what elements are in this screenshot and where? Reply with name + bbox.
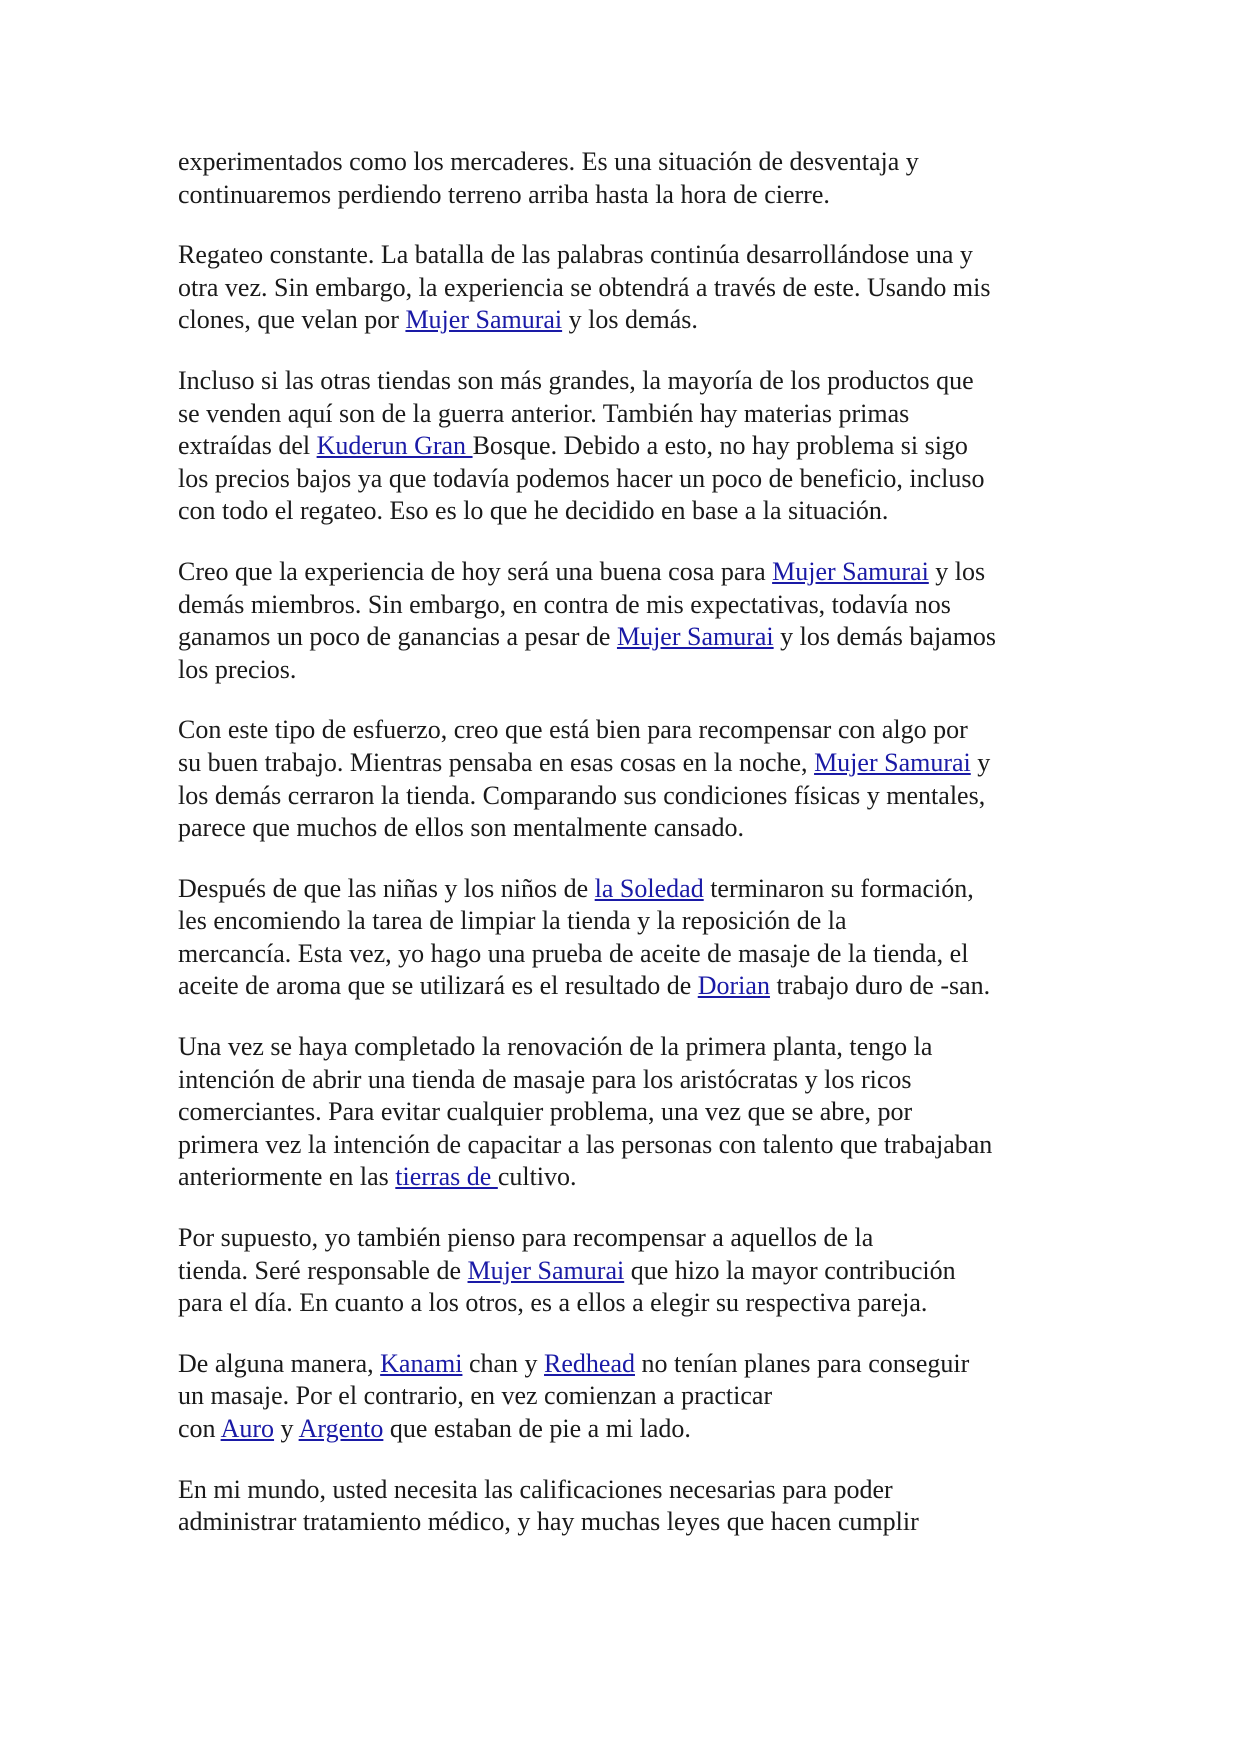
- text-run: Bosque. Debido a esto, no hay problema si sigo: [472, 431, 968, 461]
- text-line: [178, 463, 1078, 496]
- text-line: [178, 1255, 1078, 1288]
- text-run: mercancía. Esta vez, yo hago una prueba de aceite de masaje de la tienda, el: [178, 938, 969, 968]
- text-run: los precios bajos ya que todavía podemos hacer un poco de beneficio, incluso: [178, 463, 985, 493]
- text-run: Una vez se haya completado la renovación de la primera planta, tengo la: [178, 1032, 933, 1062]
- text-run: con todo el regateo. Eso es lo que he decidido en base a la situación.: [178, 496, 889, 526]
- text-line: [178, 905, 1078, 938]
- link-tierras-de[interactable]: tierras de: [395, 1162, 498, 1192]
- text-run: les encomiendo la tarea de limpiar la tienda y la reposición de la: [178, 906, 847, 936]
- text-run: anteriormente en las: [178, 1162, 396, 1192]
- text-run: terminaron su formación,: [703, 873, 974, 903]
- text-line: [178, 747, 1078, 780]
- link-redhead[interactable]: Redhead: [544, 1348, 635, 1378]
- text-line: [178, 430, 1078, 463]
- text-run: ganamos un poco de ganancias a pesar de: [178, 622, 617, 652]
- text-run: se venden aquí son de la guerra anterior. También hay materias primas: [178, 398, 910, 428]
- link-auro[interactable]: Auro: [220, 1414, 275, 1443]
- paragraph: [178, 146, 1078, 211]
- text-line: [178, 714, 1078, 747]
- text-run: parece que muchos de ellos son mentalmente cansado.: [178, 813, 745, 843]
- text-line: [178, 1506, 1078, 1539]
- text-run: aceite de aroma que se utilizará es el resultado de: [178, 971, 698, 1001]
- text-line: [178, 970, 1078, 1003]
- text-run: continuaremos perdiendo terreno arriba hasta la hora de cierre.: [178, 179, 830, 209]
- link-argento[interactable]: Argento: [298, 1414, 384, 1443]
- text-line: [178, 1348, 1078, 1381]
- text-run: y los demás bajamos: [773, 622, 997, 652]
- text-line: [178, 654, 1078, 687]
- text-line: [178, 556, 1078, 589]
- text-line: [178, 495, 1078, 528]
- text-line: [178, 1129, 1078, 1162]
- text-line: [178, 146, 1078, 179]
- text-run: no tenían planes para conseguir: [635, 1348, 970, 1378]
- text-line: [178, 1474, 1078, 1507]
- paragraph: [178, 1222, 1078, 1320]
- text-run: administrar tratamiento médico, y hay muchas leyes que hacen cumplir: [178, 1507, 919, 1537]
- paragraph: [178, 873, 1078, 1003]
- text-run: un masaje. Por el contrario, en vez comienzan a practicar: [178, 1381, 773, 1411]
- text-run: Incluso si las otras tiendas son más grandes, la mayoría de los productos que: [178, 365, 974, 395]
- text-run: Por supuesto, yo también pienso para recompensar a aquellos de la: [178, 1223, 874, 1253]
- text-run: los precios.: [178, 654, 297, 684]
- text-line: [178, 1222, 1078, 1255]
- link-kuderun-gran[interactable]: Kuderun Gran: [316, 431, 473, 461]
- text-line: [178, 179, 1078, 212]
- link-dorian[interactable]: Dorian: [697, 971, 770, 1001]
- text-run: Con este tipo de esfuerzo, creo que está bien para recompensar con algo por: [178, 715, 968, 745]
- text-run: los demás cerraron la tienda. Comparando sus condiciones físicas y mentales,: [178, 780, 986, 810]
- text-line: [178, 1031, 1078, 1064]
- document-body: [178, 146, 1078, 1567]
- link-la-soledad[interactable]: la Soledad: [594, 873, 704, 903]
- text-run: con: [178, 1414, 221, 1443]
- text-run: y: [970, 747, 991, 777]
- text-line: [178, 304, 1078, 337]
- paragraph: [178, 1474, 1078, 1539]
- text-line: [178, 398, 1078, 431]
- text-run: experimentados como los mercaderes. Es una situación de desventaja y: [178, 147, 919, 176]
- text-line: [178, 780, 1078, 813]
- text-run: chan y: [462, 1348, 545, 1378]
- text-run: que hizo la mayor contribución: [624, 1255, 956, 1285]
- text-line: [178, 239, 1078, 272]
- text-line: [178, 365, 1078, 398]
- paragraph: [178, 239, 1078, 337]
- text-line: [178, 1413, 1078, 1446]
- paragraph: [178, 714, 1078, 844]
- link-mujer-samurai[interactable]: Mujer Samurai: [772, 556, 929, 586]
- text-run: Regateo constante. La batalla de las palabras continúa desarrollándose una y: [178, 240, 973, 270]
- text-run: cultivo.: [497, 1162, 577, 1192]
- link-mujer-samurai[interactable]: Mujer Samurai: [467, 1255, 625, 1285]
- text-run: primera vez la intención de capacitar a las personas con talento que trabajaban: [178, 1129, 993, 1159]
- text-run: De alguna manera,: [178, 1348, 381, 1378]
- paragraph: [178, 1348, 1078, 1446]
- link-mujer-samurai[interactable]: Mujer Samurai: [405, 305, 563, 335]
- text-run: clones, que velan por: [178, 305, 406, 335]
- text-line: [178, 1161, 1078, 1194]
- paragraph: [178, 1031, 1078, 1194]
- text-line: [178, 589, 1078, 622]
- paragraph: [178, 365, 1078, 528]
- text-line: [178, 272, 1078, 305]
- text-run: y: [274, 1414, 299, 1443]
- text-line: [178, 1380, 1078, 1413]
- link-mujer-samurai[interactable]: Mujer Samurai: [616, 622, 774, 652]
- link-mujer-samurai[interactable]: Mujer Samurai: [814, 747, 971, 777]
- text-line: [178, 873, 1078, 906]
- text-run: otra vez. Sin embargo, la experiencia se obtendrá a través de este. Usando mis: [178, 272, 991, 302]
- text-run: trabajo duro de -san.: [769, 971, 991, 1001]
- text-run: tienda. Seré responsable de: [178, 1255, 468, 1285]
- text-line: [178, 621, 1078, 654]
- text-line: [178, 1064, 1078, 1097]
- text-run: En mi mundo, usted necesita las calificaciones necesarias para poder: [178, 1474, 893, 1504]
- text-run: extraídas del: [178, 431, 317, 461]
- text-run: intención de abrir una tienda de masaje para los aristócratas y los ricos: [178, 1064, 912, 1094]
- text-run: y los demás.: [562, 305, 698, 335]
- text-line: [178, 1287, 1078, 1320]
- text-run: demás miembros. Sin embargo, en contra de mis expectativas, todavía nos: [178, 589, 951, 619]
- text-run: su buen trabajo. Mientras pensaba en esas cosas en la noche,: [178, 747, 815, 777]
- text-run: comerciantes. Para evitar cualquier problema, una vez que se abre, por: [178, 1097, 913, 1127]
- text-run: que estaban de pie a mi lado.: [383, 1414, 691, 1443]
- text-run: Creo que la experiencia de hoy será una buena cosa para: [178, 556, 773, 586]
- text-line: [178, 812, 1078, 845]
- text-line: [178, 1096, 1078, 1129]
- paragraph: [178, 556, 1078, 686]
- link-kanami[interactable]: Kanami: [380, 1348, 463, 1378]
- text-line: [178, 938, 1078, 971]
- text-run: para el día. En cuanto a los otros, es a ellos a elegir su respectiva pareja.: [178, 1288, 928, 1318]
- text-run: Después de que las niñas y los niños de: [178, 873, 595, 903]
- text-run: y los: [928, 556, 986, 586]
